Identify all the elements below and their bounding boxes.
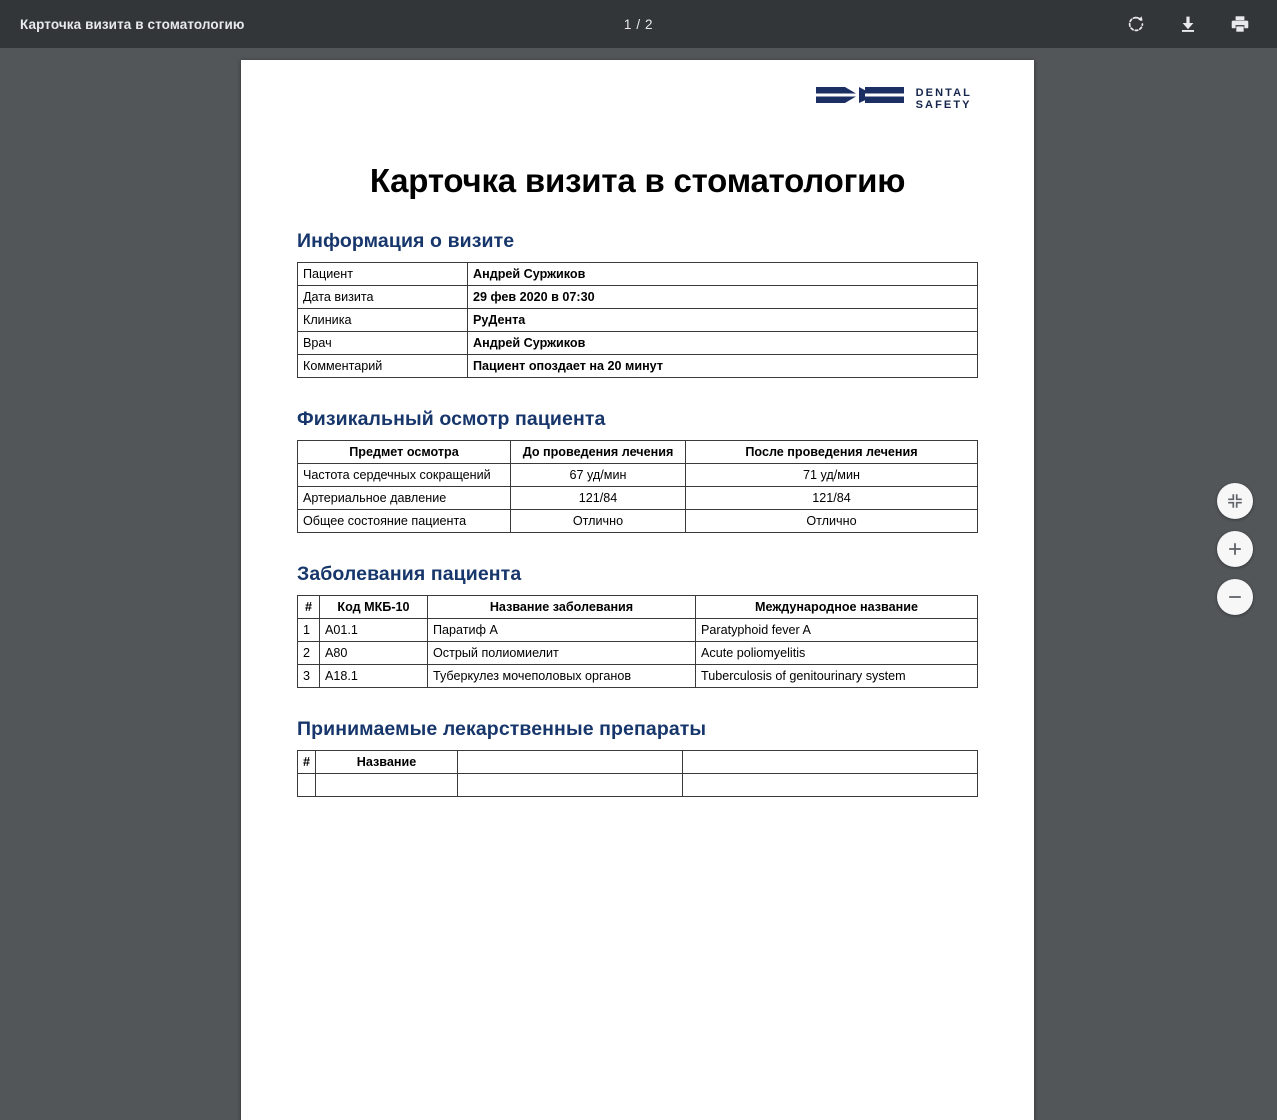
column-header: Код МКБ-10 bbox=[320, 596, 428, 619]
exam-after: 121/84 bbox=[686, 487, 978, 510]
zoom-in-button[interactable] bbox=[1217, 531, 1253, 567]
table-header-row bbox=[298, 751, 978, 774]
disease-name: Паратиф А bbox=[428, 619, 696, 642]
physical-exam-table bbox=[297, 440, 978, 533]
table-row bbox=[298, 286, 978, 309]
column-header: После проведения лечения bbox=[686, 441, 978, 464]
disease-code: A18.1 bbox=[320, 665, 428, 688]
page-title: Карточка визита в стоматологию bbox=[369, 162, 906, 199]
page-scroll-area[interactable] bbox=[0, 48, 1277, 769]
visit-info-table bbox=[297, 262, 978, 378]
visit-info-value: Андрей Суржиков bbox=[468, 332, 978, 355]
disease-name: Туберкулез мочеполовых органов bbox=[428, 665, 696, 688]
visit-info-value: РуДента bbox=[468, 309, 978, 332]
disease-num: 2 bbox=[298, 642, 320, 665]
exam-before: Отлично bbox=[511, 510, 686, 533]
table-row bbox=[298, 510, 978, 533]
table-header-row bbox=[298, 441, 978, 464]
disease-num: 3 bbox=[298, 665, 320, 688]
viewer-toolbar bbox=[0, 0, 1277, 48]
table-row bbox=[298, 332, 978, 355]
visit-info-label: Дата визита bbox=[298, 286, 468, 309]
logo-row bbox=[297, 78, 978, 120]
disease-num: 1 bbox=[298, 619, 320, 642]
exam-before: 121/84 bbox=[511, 487, 686, 510]
visit-info-label: Пациент bbox=[298, 263, 468, 286]
section-heading-visit-info: Информация о визите bbox=[297, 230, 515, 252]
toolbar-actions bbox=[1123, 11, 1253, 37]
logo-line-2: SAFETY bbox=[915, 99, 972, 111]
column-header bbox=[458, 751, 683, 774]
column-header: # bbox=[298, 751, 316, 774]
section-heading-medications: Принимаемые лекарственные препараты bbox=[297, 718, 707, 740]
table-row bbox=[298, 464, 978, 487]
table-row bbox=[298, 619, 978, 642]
exam-after: Отлично bbox=[686, 510, 978, 533]
table-row bbox=[298, 355, 978, 378]
fit-to-page-button[interactable] bbox=[1217, 483, 1253, 519]
table-row bbox=[298, 487, 978, 510]
disease-intl: Tuberculosis of genitourinary system bbox=[696, 665, 978, 688]
dental-safety-logo bbox=[815, 86, 972, 112]
disease-intl: Paratyphoid fever A bbox=[696, 619, 978, 642]
column-header: До проведения лечения bbox=[511, 441, 686, 464]
column-header: # bbox=[298, 596, 320, 619]
disease-code: A01.1 bbox=[320, 619, 428, 642]
table-row bbox=[298, 774, 978, 797]
rotate-icon[interactable] bbox=[1123, 11, 1149, 37]
table-row bbox=[298, 309, 978, 332]
exam-subject: Артериальное давление bbox=[298, 487, 511, 510]
document-page bbox=[241, 60, 1034, 1120]
visit-info-value: 29 фев 2020 в 07:30 bbox=[468, 286, 978, 309]
column-header: Название bbox=[316, 751, 458, 774]
page-indicator: 1 / 2 bbox=[623, 16, 654, 32]
print-icon[interactable] bbox=[1227, 11, 1253, 37]
visit-info-label: Комментарий bbox=[298, 355, 468, 378]
disease-intl: Acute poliomyelitis bbox=[696, 642, 978, 665]
column-header: Предмет осмотра bbox=[298, 441, 511, 464]
section-heading-diseases: Заболевания пациента bbox=[297, 563, 522, 585]
logo-line-1: DENTAL bbox=[915, 86, 972, 99]
diseases-table bbox=[297, 595, 978, 688]
table-header-row bbox=[298, 596, 978, 619]
disease-code: A80 bbox=[320, 642, 428, 665]
document-title: Карточка визита в стоматологию bbox=[20, 16, 245, 32]
visit-info-value: Пациент опоздает на 20 минут bbox=[468, 355, 978, 378]
table-row bbox=[298, 263, 978, 286]
visit-info-label: Врач bbox=[298, 332, 468, 355]
column-header: Международное название bbox=[696, 596, 978, 619]
table-row bbox=[298, 665, 978, 688]
visit-info-label: Клиника bbox=[298, 309, 468, 332]
medications-table bbox=[297, 750, 978, 797]
column-header: Название заболевания bbox=[428, 596, 696, 619]
column-header bbox=[683, 751, 978, 774]
exam-after: 71 уд/мин bbox=[686, 464, 978, 487]
zoom-out-button[interactable] bbox=[1217, 579, 1253, 615]
exam-subject: Общее состояние пациента bbox=[298, 510, 511, 533]
section-heading-physical-exam: Физикальный осмотр пациента bbox=[297, 408, 606, 430]
download-icon[interactable] bbox=[1175, 11, 1201, 37]
table-row bbox=[298, 642, 978, 665]
visit-info-value: Андрей Суржиков bbox=[468, 263, 978, 286]
exam-before: 67 уд/мин bbox=[511, 464, 686, 487]
exam-subject: Частота сердечных сокращений bbox=[298, 464, 511, 487]
logo-mark-icon bbox=[815, 86, 907, 112]
zoom-controls bbox=[1217, 483, 1253, 615]
disease-name: Острый полиомиелит bbox=[428, 642, 696, 665]
